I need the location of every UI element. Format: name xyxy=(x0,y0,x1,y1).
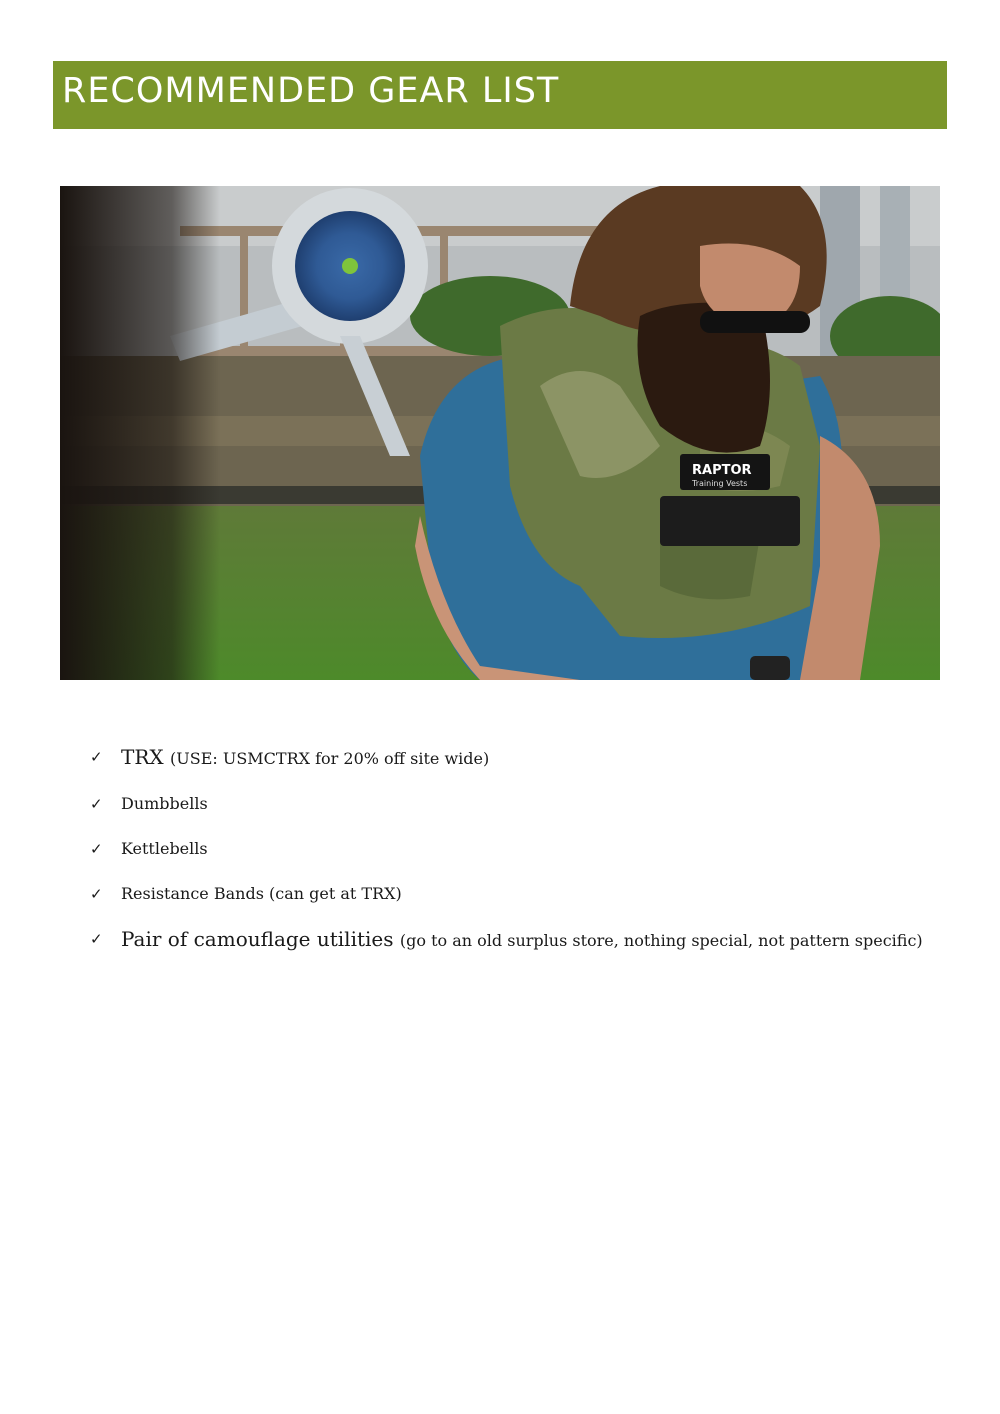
check-icon: ✓ xyxy=(90,885,103,903)
hero-photo xyxy=(60,186,940,680)
gear-item-camouflage-utilities xyxy=(90,927,923,953)
page-title: RECOMMENDED GEAR LIST xyxy=(62,71,560,111)
gear-item-resistance-bands xyxy=(90,882,923,906)
check-icon: ✓ xyxy=(90,840,103,858)
gear-item-dumbbells xyxy=(90,792,923,816)
gear-item-name: Pair of camouflage utilities xyxy=(121,927,400,951)
gear-item-name: Resistance Bands (can get at TRX) xyxy=(121,884,402,903)
check-icon: ✓ xyxy=(90,795,103,813)
gear-item-name: TRX xyxy=(121,745,170,769)
gear-item-note: (go to an old surplus store, nothing special, not pattern specific) xyxy=(399,931,923,950)
gear-item-trx xyxy=(90,745,923,771)
gear-item-kettlebells xyxy=(90,837,923,861)
title-banner xyxy=(53,61,947,129)
vest-subtitle-label: Training Vests xyxy=(692,479,748,488)
check-icon: ✓ xyxy=(90,930,103,948)
gear-item-name: Kettlebells xyxy=(121,839,208,858)
gear-item-name: Dumbbells xyxy=(121,794,208,813)
gear-item-note: (USE: USMCTRX for 20% off site wide) xyxy=(170,749,490,768)
gear-list xyxy=(90,745,923,953)
check-icon: ✓ xyxy=(90,748,103,766)
vest-brand-label: RAPTOR xyxy=(692,463,752,478)
